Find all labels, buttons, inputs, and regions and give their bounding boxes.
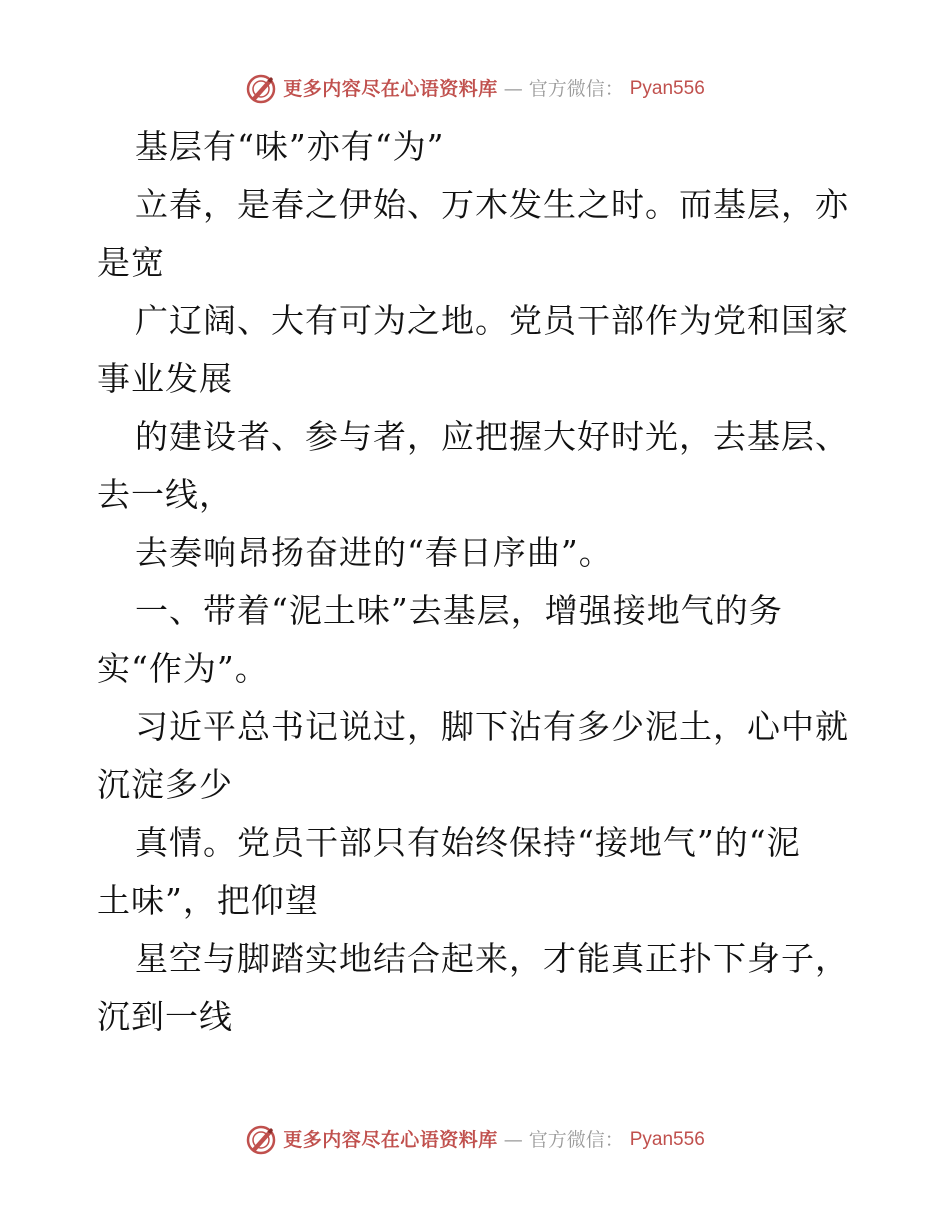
pen-circle-logo-icon [245, 1124, 277, 1156]
pen-circle-logo-icon [245, 73, 277, 105]
text-line: 基层有“味”亦有“为” [135, 127, 445, 166]
text-line: 星空与脚踏实地结合起来，才能真正扑下身子， [135, 939, 849, 978]
text-line: 立春，是春之伊始、万木发生之时。而基层，亦 [135, 185, 849, 224]
text-line: 是宽 [97, 243, 165, 282]
text-line: 真情。党员干部只有始终保持“接地气”的“泥 [135, 823, 801, 862]
watermark-separator: — [503, 1129, 523, 1151]
footer-watermark [0, 1125, 950, 1155]
text-line: 沉淀多少 [97, 765, 233, 804]
text-line: 实“作为”。 [97, 649, 269, 688]
watermark-handle: Pyan556 [629, 78, 705, 99]
text-line: 沉到一线 [97, 997, 233, 1036]
watermark-handle: Pyan556 [629, 1129, 705, 1150]
text-line: 习近平总书记说过，脚下沾有多少泥土，心中就 [135, 707, 849, 746]
watermark-text: 更多内容尽在心语资料库 [283, 1129, 498, 1151]
text-line: 去奏响昂扬奋进的“春日序曲”。 [135, 533, 613, 572]
text-line: 事业发展 [97, 359, 233, 398]
header-watermark [0, 74, 950, 104]
watermark-contact-label: 官方微信： [528, 78, 624, 100]
text-line: 的建设者、参与者，应把握大好时光，去基层、 [135, 417, 849, 456]
text-line: 一、带着“泥土味”去基层，增强接地气的务 [135, 591, 783, 630]
text-line: 去一线， [97, 475, 233, 514]
watermark-separator: — [503, 78, 523, 100]
document-body [97, 118, 857, 1046]
text-line: 广辽阔、大有可为之地。党员干部作为党和国家 [135, 301, 849, 340]
watermark-contact-label: 官方微信： [528, 1129, 624, 1151]
watermark-text: 更多内容尽在心语资料库 [283, 78, 498, 100]
text-line: 土味”，把仰望 [97, 881, 319, 920]
